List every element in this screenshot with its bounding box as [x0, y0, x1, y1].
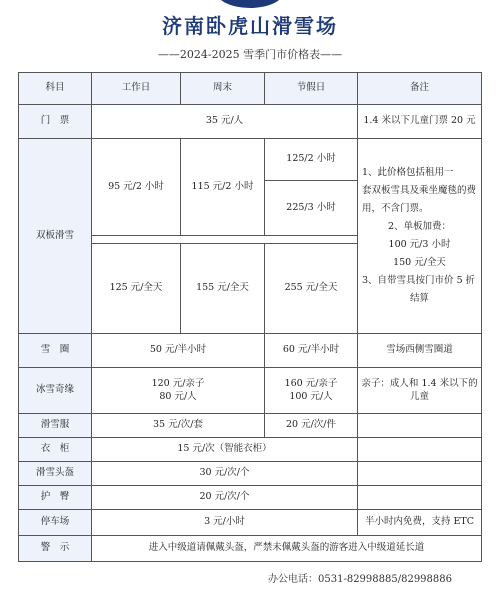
ski-workday-day: 125 元/全天: [92, 244, 181, 334]
table-row-parking: [19, 510, 482, 536]
parking-price: 3 元/小时: [92, 510, 358, 536]
ice-ride-regular: [92, 368, 265, 414]
row-label-parking: 停车场: [19, 510, 92, 536]
table-row-ice-ride: [19, 368, 482, 414]
table-row-ski-1: [19, 139, 482, 181]
warning-text: 进入中级道请佩戴头盔，严禁未佩戴头盔的游客进入中级道延长道: [92, 536, 482, 562]
row-label-snow-ring: 雪 圈: [19, 334, 92, 368]
table-header-row: [19, 73, 482, 105]
ice-ride-note: [358, 368, 482, 414]
ski-workday-2h: 95 元/2 小时: [92, 139, 181, 236]
ski-note-line: 结算: [409, 293, 429, 305]
header-notes: 备注: [358, 73, 482, 105]
row-label-ski: 双板滑雪: [19, 139, 92, 334]
snow-ring-note: 雪场西侧雪圈道: [358, 334, 482, 368]
table-row-ticket: [19, 105, 482, 139]
row-label-helmet: 滑雪头盔: [19, 462, 92, 486]
parking-note: 半小时内免费，支持 ETC: [358, 510, 482, 536]
ski-note-line: 150 元/全天: [393, 257, 446, 269]
header-subject: 科目: [19, 73, 92, 105]
ice-ride-holiday: [265, 368, 358, 414]
ice-ride-holiday-person: 100 元/人: [289, 390, 333, 402]
ski-note-line: 用，不含门票。: [362, 202, 429, 214]
snow-ring-regular: 50 元/半小时: [92, 334, 265, 368]
ski-suit-note: [358, 414, 482, 438]
ice-ride-holiday-family: 160 元/亲子: [284, 377, 338, 389]
snow-ring-holiday: 60 元/半小时: [265, 334, 358, 368]
ice-ride-regular-family: 120 元/亲子: [151, 377, 205, 389]
header-weekend: 周末: [181, 73, 265, 105]
table-row-helmet: [19, 462, 482, 486]
table-row-snow-ring: [19, 334, 482, 368]
ski-holiday-2h: 125/2 小时: [265, 139, 358, 181]
ski-notes: [358, 139, 482, 334]
helmet-note: [358, 462, 482, 486]
page-title: 济南卧虎山滑雪场: [162, 14, 338, 38]
ski-holiday-3h: 225/3 小时: [265, 181, 358, 236]
office-phone: 办公电话：0531-82998885/82998886: [268, 574, 452, 585]
table-row-armguard: [19, 486, 482, 510]
header-workday: 工作日: [92, 73, 181, 105]
row-label-warning: 警 示: [19, 536, 92, 562]
ski-note-line: 1、此价格包括租用一: [362, 166, 454, 178]
price-table: [18, 72, 482, 562]
ice-ride-regular-person: 80 元/人: [159, 390, 197, 402]
ski-weekend-2h: 115 元/2 小时: [181, 139, 265, 236]
ski-suit-set: 35 元/次/套: [92, 414, 265, 438]
ski-note-line: 套双板雪具及乘坐魔毯的费: [362, 184, 477, 196]
table-row-ski-suit: [19, 414, 482, 438]
row-label-ice-ride: 冰雪奇缘: [19, 368, 92, 414]
ticket-note: 1.4 米以下儿童门票 20 元: [358, 105, 482, 139]
ice-ride-note-line: 儿童: [409, 390, 429, 402]
table-row-locker: [19, 438, 482, 462]
page-subtitle: ——2024-2025 雪季门市价格表——: [157, 48, 343, 61]
logo-emblem: [215, 0, 285, 8]
row-label-locker: 衣 柜: [19, 438, 92, 462]
locker-note: [358, 438, 482, 462]
ski-note-line: 3、自带雪具按门市价 5 折: [362, 275, 476, 287]
ski-note-line: 2、单板加费：: [387, 220, 452, 232]
row-label-armguard: 护 臀: [19, 486, 92, 510]
locker-price: 15 元/次（智能衣柜）: [92, 438, 358, 462]
row-label-ticket: 门 票: [19, 105, 92, 139]
ski-holiday-day: 255 元/全天: [265, 244, 358, 334]
ticket-price: 35 元/人: [92, 105, 358, 139]
table-row-warning: [19, 536, 482, 562]
ski-suit-piece: 20 元/次/件: [265, 414, 358, 438]
armguard-note: [358, 486, 482, 510]
ice-ride-note-line: 亲子：成人和 1.4 米以下的: [361, 377, 478, 389]
header-holiday: 节假日: [265, 73, 358, 105]
row-label-ski-suit: 滑雪服: [19, 414, 92, 438]
ski-weekend-day: 155 元/全天: [181, 244, 265, 334]
helmet-price: 30 元/次/个: [92, 462, 358, 486]
ski-note-line: 100 元/3 小时: [388, 239, 451, 250]
armguard-price: 20 元/次/个: [92, 486, 358, 510]
